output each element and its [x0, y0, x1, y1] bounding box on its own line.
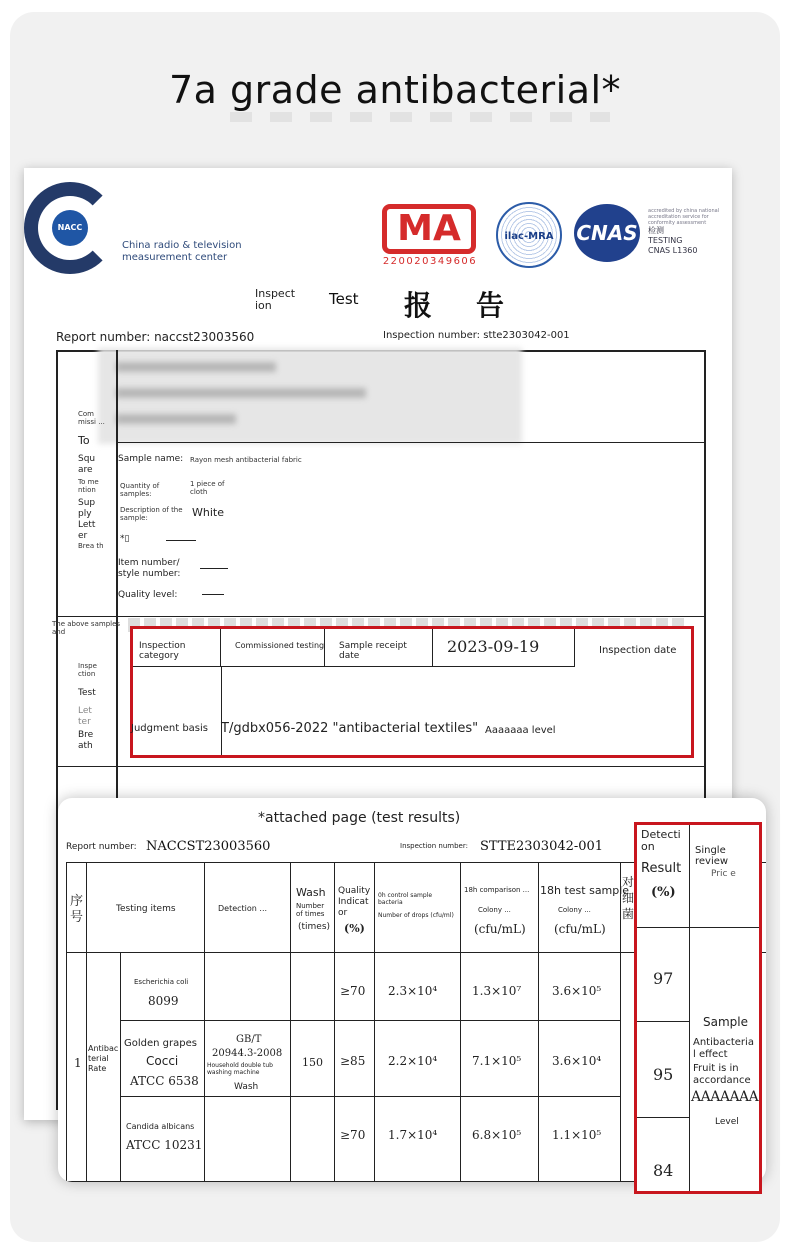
method-wash: Wash: [234, 1082, 259, 1092]
page-headline: 7a grade antibacterial*: [168, 68, 622, 112]
result-2: 95: [653, 1065, 674, 1084]
header-18h-comparison: 18h comparison ...: [464, 886, 530, 894]
cnas-accreditation-text: [648, 208, 724, 256]
strain-1: 8099: [148, 994, 179, 1008]
h18t-1: 3.6×10⁵: [552, 984, 602, 998]
label-breath: Brea th: [78, 542, 104, 550]
label-letter-2: Let ter: [78, 706, 92, 727]
header-quality: Quality Indicat or: [338, 886, 371, 918]
blank-line: [202, 594, 224, 595]
indicator-1: ≥70: [340, 984, 366, 998]
review-sub: Pric e: [711, 869, 736, 879]
strain-2: ATCC 6538: [130, 1074, 199, 1088]
sample-receipt-date-label: Sample receipt date: [339, 641, 407, 661]
redacted-line: [116, 362, 276, 372]
h18c-1: 1.3×10⁷: [472, 984, 522, 998]
result-header: Result: [641, 861, 682, 876]
header-18h-test-unit: (cfu/mL): [554, 922, 606, 936]
col-rule: [334, 862, 335, 1182]
result-unit: (%): [651, 885, 676, 900]
label-letter: Lett er: [78, 520, 96, 541]
header-detection: Detection ...: [218, 904, 268, 913]
label-breath-2: Bre ath: [78, 730, 94, 751]
test-label: Test: [329, 290, 359, 308]
review-level: Level: [715, 1117, 739, 1127]
organism-3: Candida albicans: [126, 1122, 195, 1131]
organism-1: Escherichia coli: [134, 978, 189, 986]
wash-count: 150: [302, 1056, 323, 1069]
cma-logo: MA: [382, 204, 476, 254]
inspection-date-label: Inspection date: [599, 645, 677, 656]
col-rule: [204, 862, 205, 1182]
cnas-testing-text: TESTING: [648, 236, 683, 245]
review-effect: Antibacteria l effect: [693, 1037, 754, 1060]
inspection-number: Inspection number: stte2303042-001: [383, 330, 570, 341]
label-inspection: Inspe ction: [78, 662, 97, 678]
h18c-2: 7.1×10⁵: [472, 1054, 522, 1068]
label-supply: Sup ply: [78, 498, 96, 519]
inspection-small-label: Inspect ion: [255, 287, 296, 312]
row-index: 1: [74, 1056, 82, 1070]
header-18h-test-sub: Colony ...: [558, 906, 591, 914]
method-title: GB/T: [236, 1034, 262, 1045]
header-cut-cn: 对细菌: [622, 875, 635, 921]
judgment-level: Aaaaaaa level: [485, 725, 556, 736]
quantity-label: Quantity of samples:: [120, 482, 160, 498]
cnas-code-text: CNAS L1360: [648, 246, 698, 255]
label-commission: Com missi ...: [78, 410, 105, 426]
header-0h-control: 0h control sample bacteria: [378, 892, 433, 906]
review-sample: Sample: [703, 1015, 748, 1029]
row-rule: [334, 1020, 460, 1021]
h18c-3: 6.8×10⁵: [472, 1128, 522, 1142]
h0-2: 2.2×10⁴: [388, 1054, 438, 1068]
header-quality-unit: (%): [344, 922, 365, 935]
report-number: Report number: naccst23003560: [56, 330, 255, 344]
results-highlight: [634, 822, 762, 1194]
row-divider: [118, 442, 706, 443]
blank-line: [200, 568, 228, 569]
row-rule: [334, 1096, 460, 1097]
commissioned-testing: Commissioned testing: [235, 641, 325, 650]
review-grade: AAAAAAA: [691, 1089, 759, 1105]
header-seq: 序号: [70, 894, 84, 925]
cnas-tiny-text: accredited by china national accreditation service for conformity assessment: [648, 208, 720, 226]
row-rule: [637, 927, 759, 928]
header-18h-comparison-unit: (cfu/mL): [474, 922, 526, 936]
item-number-label: Item number/ style number:: [118, 558, 181, 579]
col-rule: [290, 862, 291, 1182]
h0-3: 1.7×10⁴: [388, 1128, 438, 1142]
h18t-3: 1.1×10⁵: [552, 1128, 602, 1142]
method-code: 20944.3-2008: [212, 1048, 283, 1059]
indicator-3: ≥70: [340, 1128, 366, 1142]
sample-name-value: Rayon mesh antibacterial fabric: [190, 456, 302, 464]
result-header-top: Detecti on: [641, 829, 681, 853]
method-note: Household double tub washing machine: [207, 1062, 273, 1076]
nacc-logo-icon: NACC: [52, 210, 88, 246]
result-1: 97: [653, 969, 674, 988]
quantity-value: 1 piece of cloth: [190, 480, 225, 496]
row-rule: [637, 1117, 689, 1118]
category-label: Antibac terial Rate: [88, 1044, 119, 1073]
attached-title: *attached page (test results): [258, 810, 461, 826]
col-rule: [460, 862, 461, 1182]
row-rule: [637, 1021, 689, 1022]
header-wash-unit: (times): [298, 922, 331, 932]
redacted-line: [116, 414, 236, 424]
cut-off-subtitle: [230, 112, 610, 122]
strain-3: ATCC 10231: [126, 1138, 203, 1152]
h0-1: 2.3×10⁴: [388, 984, 438, 998]
label-tome: To me ntion: [78, 478, 99, 494]
header-testing-items: Testing items: [116, 904, 176, 914]
description-label: Description of the sample:: [120, 506, 183, 522]
samples-note: The above samples and: [52, 620, 121, 636]
attached-inspection-number-value: STTE2303042-001: [480, 839, 604, 854]
header-wash-sub: Number of times: [296, 902, 325, 918]
sample-name-label: Sample name:: [118, 454, 184, 464]
cma-number: 220020349606: [382, 256, 478, 267]
sample-receipt-date-value: 2023-09-19: [447, 637, 540, 656]
row-divider: [56, 766, 706, 767]
header-18h-test: 18h test sample: [540, 884, 630, 897]
row-divider: [56, 616, 706, 617]
label-square: Squ are: [78, 454, 96, 475]
col-rule: [374, 862, 375, 1182]
header-wash: Wash: [296, 886, 326, 899]
ilac-mra-logo: ilac-MRA: [496, 202, 562, 268]
col-rule: [86, 862, 87, 1182]
review-accordance: Fruit is in accordance: [693, 1063, 751, 1086]
attached-inspection-number-label: Inspection number:: [400, 842, 468, 850]
judgment-basis-value: T/gdbx056-2022 "antibacterial textiles": [221, 721, 479, 736]
col-rule: [620, 862, 621, 1182]
redacted-line: [116, 388, 366, 398]
description-value: White: [192, 506, 224, 519]
review-header: Single review: [695, 845, 729, 867]
inspection-info-highlight: [130, 626, 694, 758]
inspection-category: Inspection category: [139, 641, 186, 661]
judgment-basis-label: Judgment basis: [131, 723, 208, 734]
label-test: Test: [78, 688, 96, 698]
attached-report-number-value: NACCST23003560: [146, 839, 271, 854]
header-18h-comparison-sub: Colony ...: [478, 906, 511, 914]
quality-level-label: Quality level:: [118, 590, 178, 600]
header-0h-control-sub: Number of drops (cfu/ml): [378, 912, 454, 919]
col-rule: [538, 862, 539, 1182]
result-3: 84: [653, 1161, 674, 1180]
org-name: China radio & television measurement center: [122, 240, 242, 263]
star-mark: *▯: [120, 534, 130, 544]
col-rule: [689, 825, 690, 1191]
organism-2: Golden grapes: [124, 1038, 197, 1049]
cnas-logo: CNAS: [574, 204, 640, 262]
indicator-2: ≥85: [340, 1054, 366, 1068]
blank-line: [166, 540, 196, 541]
h18t-2: 3.6×10⁴: [552, 1054, 602, 1068]
label-to: To: [78, 434, 90, 447]
report-cn-title: 报告: [404, 289, 549, 322]
organism-2-line2: Cocci: [146, 1054, 179, 1068]
cnas-cn-text: 检测: [648, 226, 664, 235]
attached-report-number-label: Report number:: [66, 842, 137, 852]
cell: [221, 667, 222, 755]
